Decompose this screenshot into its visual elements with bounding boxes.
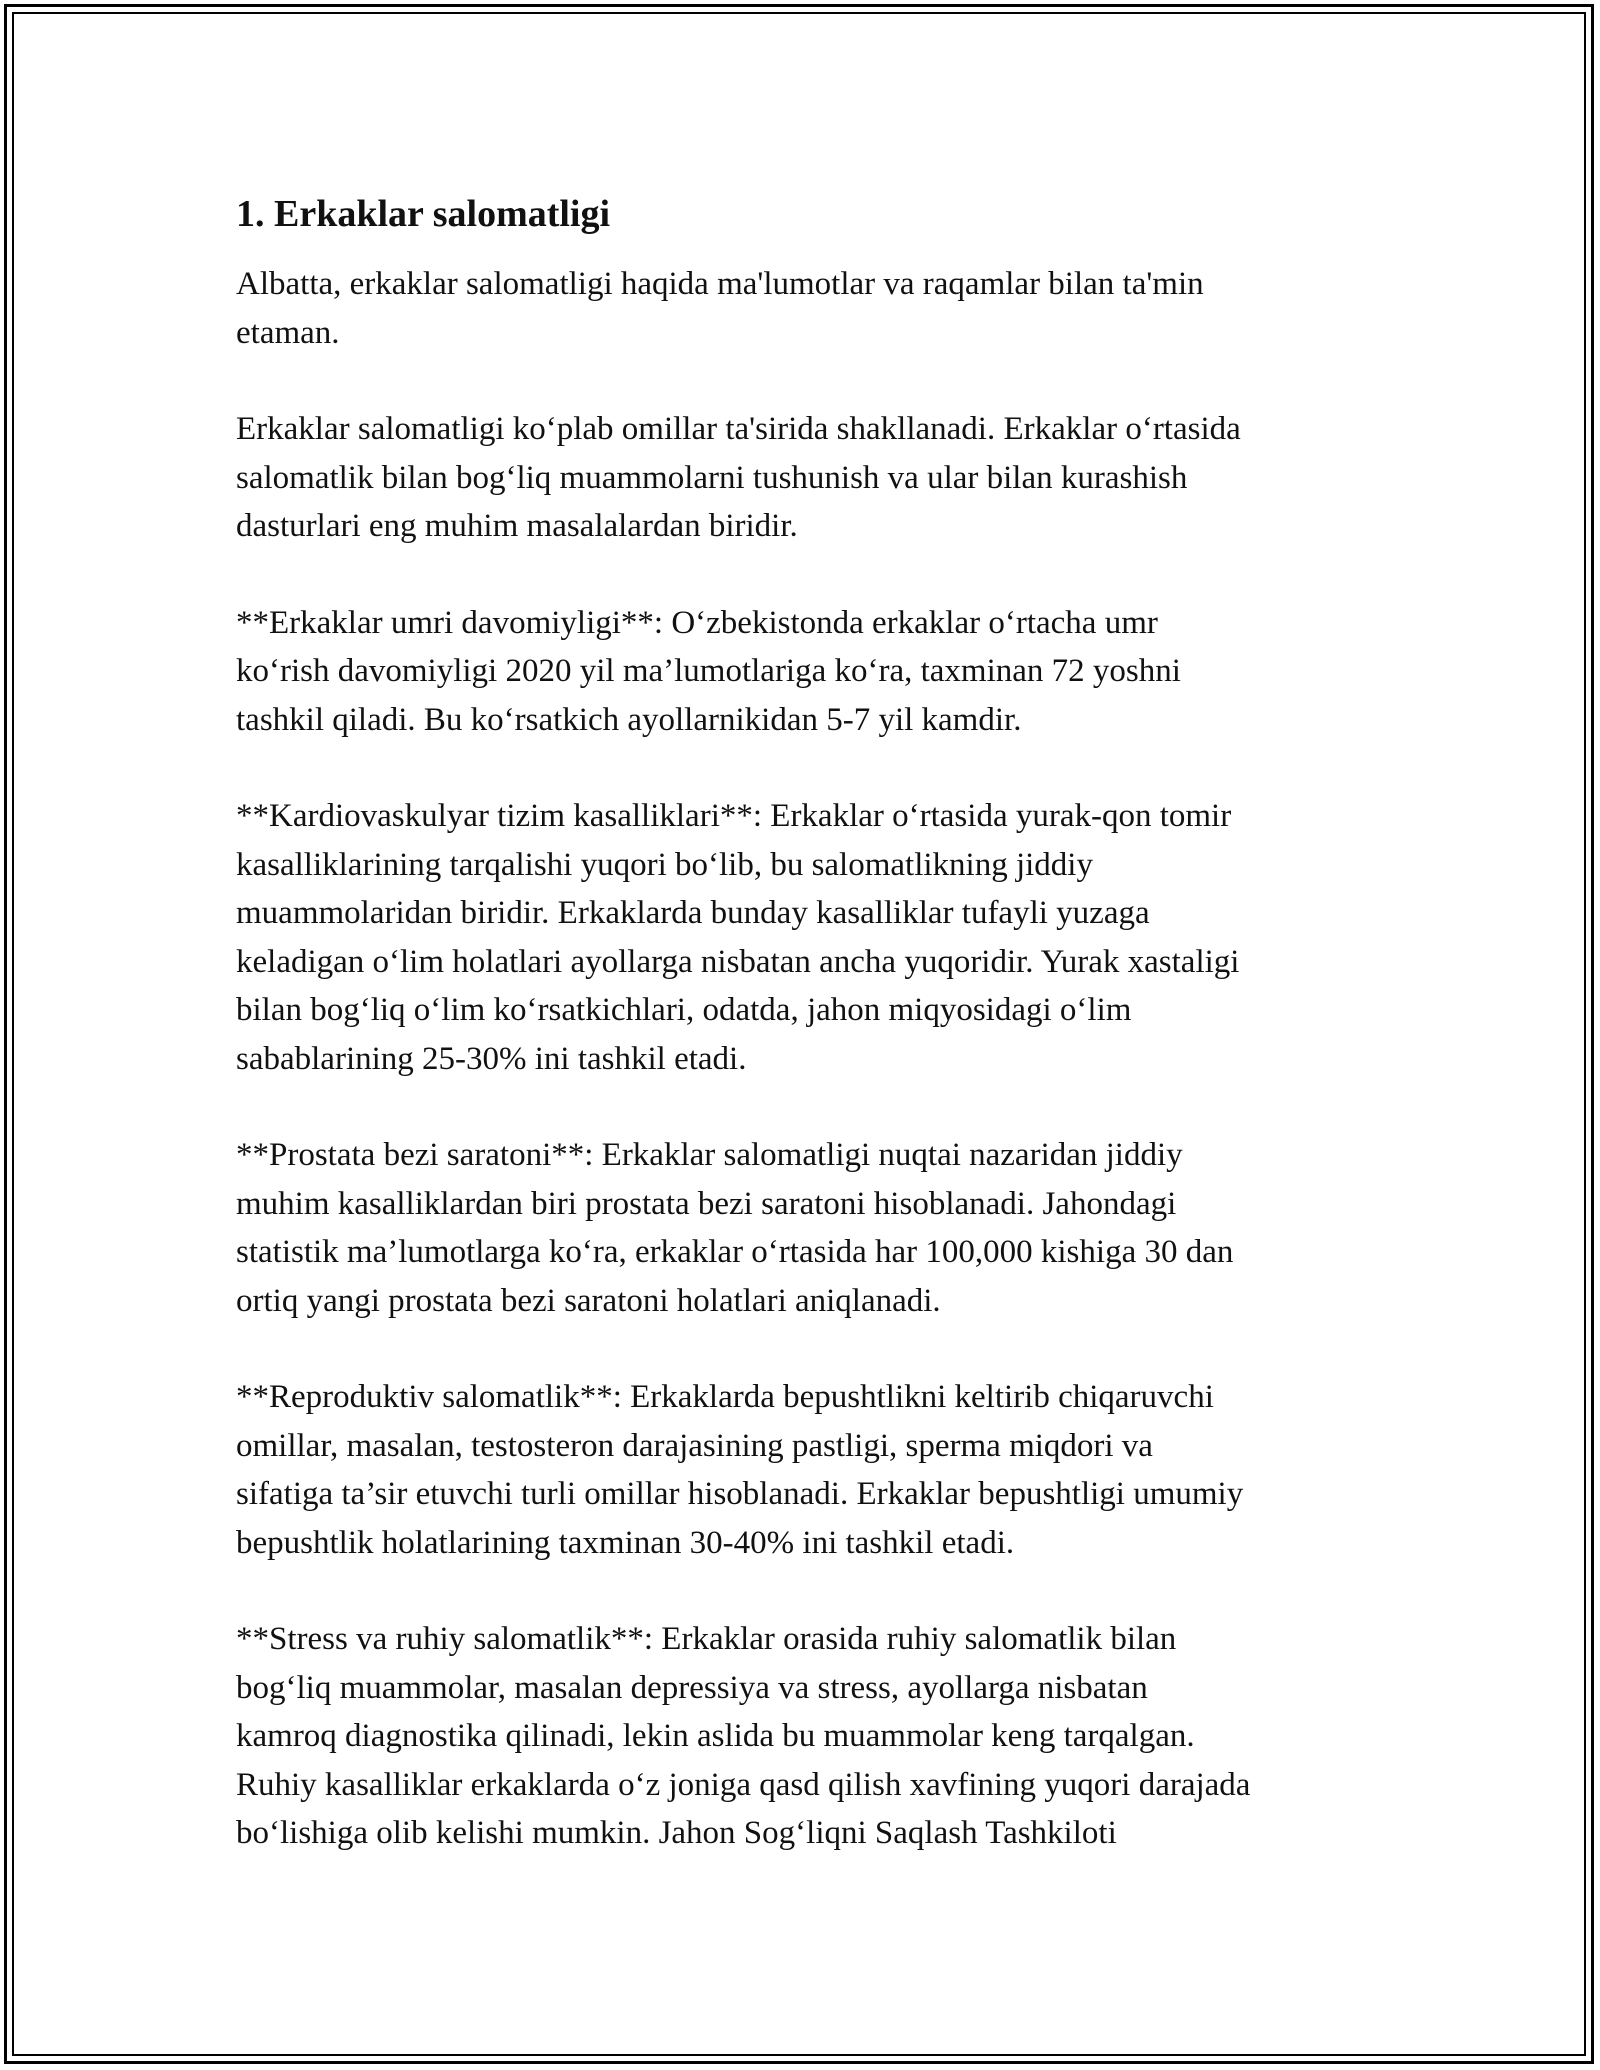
paragraph-reproductive-health: **Reproduktiv salomatlik**: Erkaklarda bepushtlikni keltirib chiqaruvchi omillar, masalan, testosteron darajasining pastligi, sperma miqdori va sifatiga ta’sir etuvchi turli omillar hisoblanadi. Erkaklar bepushtligi umumiy bepushtlik holatlarining taxminan 30-40% ini tashkil etadi. <box>236 1379 1244 1561</box>
document-body <box>236 186 1376 1906</box>
paragraph-intro: Albatta, erkaklar salomatligi haqida ma'lumotlar va raqamlar bilan ta'min etaman. <box>236 266 1204 351</box>
paragraph-life-expectancy: **Erkaklar umri davomiyligi**: O‘zbekistonda erkaklar o‘rtacha umr ko‘rish davomiyligi 2020 yil ma’lumotlariga ko‘ra, taxminan 72 yoshni tashkil qiladi. Bu ko‘rsatkich ayollarnikidan 5-7 yil kamdir. <box>236 604 1181 738</box>
paragraph-cardiovascular: **Kardiovaskulyar tizim kasalliklari**: Erkaklar o‘rtasida yurak-qon tomir kasalliklarining tarqalishi yuqori bo‘lib, bu salomatlikning jiddiy muammolaridan biridir. Erkaklarda bunday kasalliklar tufayli yuzaga keladigan o‘lim holatlari ayollarga nisbatan ancha yuqoridir. Yurak xastaligi bilan bog‘liq o‘lim ko‘rsatkichlari, odatda, jahon miqyosidagi o‘lim sabablarining 25-30% ini tashkil etadi. <box>236 798 1240 1077</box>
paragraph-overview: Erkaklar salomatligi ko‘plab omillar ta'sirida shakllanadi. Erkaklar o‘rtasida salomatlik bilan bog‘liq muammolarni tushunish va ular bilan kurashish dasturlari eng muhim masalalardan biridir. <box>236 411 1241 544</box>
paragraph-mental-health: **Stress va ruhiy salomatlik**: Erkaklar orasida ruhiy salomatlik bilan bog‘liq muammolar, masalan depressiya va stress, ayollarga nisbatan kamroq diagnostika qilinadi, lekin aslida bu muammolar keng tarqalgan. Ruhiy kasalliklar erkaklarda o‘z joniga qasd qilish xavfining yuqori darajada bo‘lishiga olib kelishi mumkin. Jahon Sog‘liqni Saqlash Tashkiloti <box>236 1621 1251 1851</box>
paragraph-prostate-cancer: **Prostata bezi saratoni**: Erkaklar salomatligi nuqtai nazaridan jiddiy muhim kasalliklardan biri prostata bezi saratoni hisoblanadi. Jahondagi statistik ma’lumotlarga ko‘ra, erkaklar o‘rtasida har 100,000 kishiga 30 dan ortiq yangi prostata bezi saratoni holatlari aniqlanadi. <box>236 1137 1234 1319</box>
section-heading: 1. Erkaklar salomatligi <box>236 193 611 235</box>
